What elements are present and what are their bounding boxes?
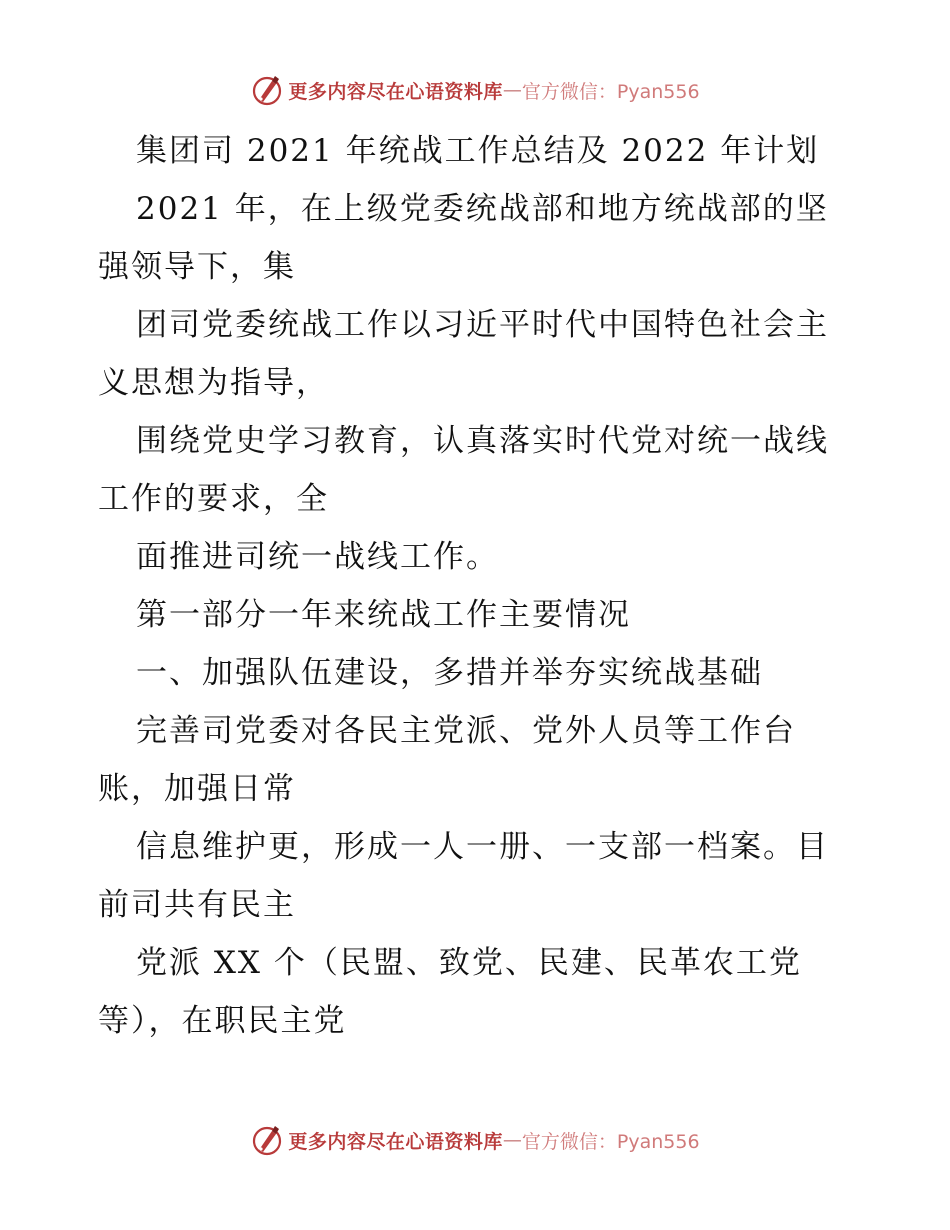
document-line: 团司党委统战工作以习近平时代中国特色社会主 <box>136 307 829 343</box>
document-line: 一、加强队伍建设，多措并举夯实统战基础 <box>136 655 763 691</box>
watermark-wechat-text: 官方微信：Pyan556 <box>521 1130 700 1153</box>
document-line: 前司共有民主 <box>98 887 296 923</box>
document-line: 账，加强日常 <box>98 771 296 807</box>
document-body <box>98 122 858 1050</box>
watermark-banner-bottom <box>0 1120 950 1160</box>
document-line: 党派 XX 个（民盟、致党、民建、民革农工党 <box>136 945 802 981</box>
document-line: 强领导下，集 <box>98 249 296 285</box>
watermark-wechat-text: 官方微信：Pyan556 <box>521 80 700 103</box>
watermark-main-text: 更多内容尽在心语资料库 <box>288 80 503 103</box>
document-line: 面推进司统一战线工作。 <box>136 539 499 575</box>
watermark-separator: — <box>502 1129 522 1151</box>
document-line: 义思想为指导， <box>98 365 329 401</box>
document-line: 完善司党委对各民主党派、党外人员等工作台 <box>136 713 796 749</box>
watermark-separator: — <box>502 79 522 101</box>
document-line: 2021 年，在上级党委统战部和地方统战部的坚 <box>136 191 829 227</box>
watermark-main-text: 更多内容尽在心语资料库 <box>288 1130 503 1153</box>
document-line: 信息维护更，形成一人一册、一支部一档案。目 <box>136 829 829 865</box>
pen-logo-icon <box>250 1123 284 1157</box>
document-line: 集团司 2021 年统战工作总结及 2022 年计划 <box>136 133 820 169</box>
document-line: 工作的要求，全 <box>98 481 329 517</box>
pen-logo-icon <box>250 73 284 107</box>
watermark-banner-top <box>0 70 950 110</box>
document-line: 围绕党史学习教育，认真落实时代党对统一战线 <box>136 423 829 459</box>
document-line: 等），在职民主党 <box>98 1003 347 1039</box>
document-line: 第一部分一年来统战工作主要情况 <box>136 597 631 633</box>
